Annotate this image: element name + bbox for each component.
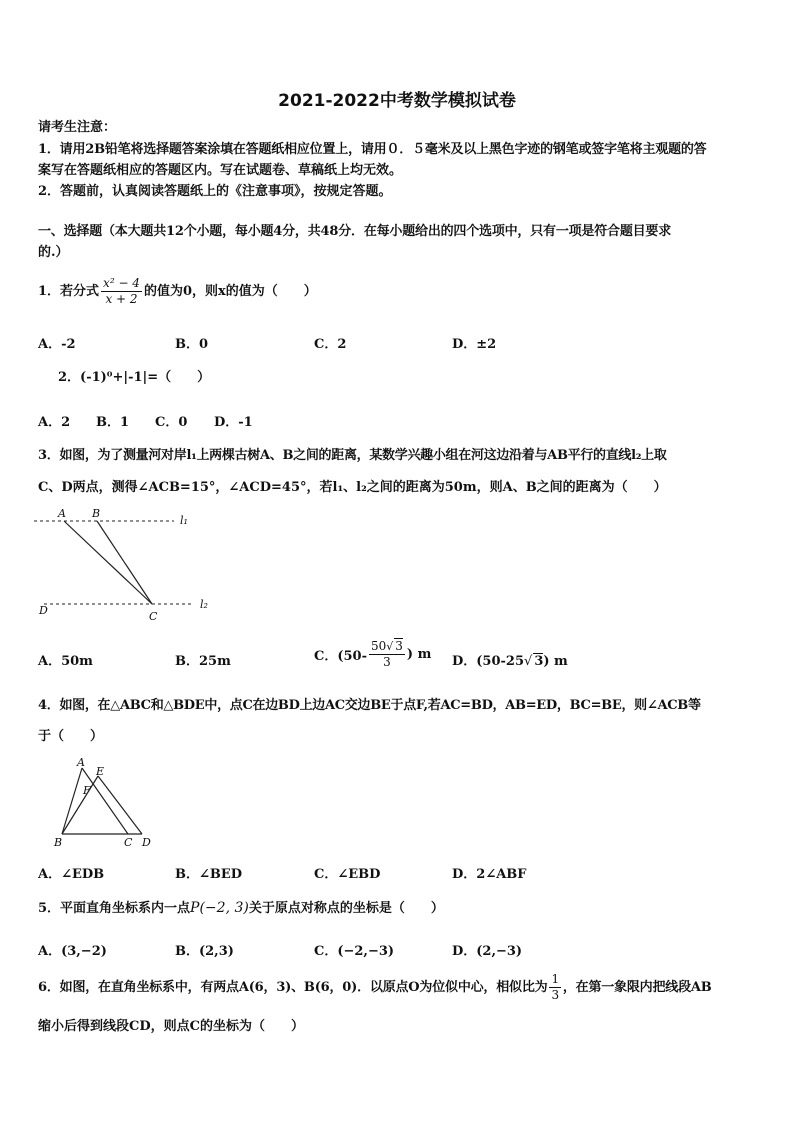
question-5-stem [38, 898, 444, 919]
q6-ratio-numerator: 1 [551, 972, 559, 986]
notice-line-1: 1．请用2B铅笔将选择题答案涂填在答题纸相应位置上，请用０．５毫米及以上黑色字迹的钢笔或签字笔将主观题的答 [38, 142, 707, 157]
label-c: C [124, 836, 133, 849]
q4-option-a[interactable]: A．∠EDB [38, 867, 105, 882]
question-3-line-2: C、D两点，测得∠ACB=15°，∠ACD=45°，若l₁、l₂之间的距离为50m，则A、B之间的距离为（ ） [38, 480, 667, 495]
q3-option-b[interactable]: B．25m [175, 654, 231, 669]
q1-fraction [101, 276, 142, 307]
q5-option-d[interactable]: D．(2,−3) [452, 944, 523, 959]
q1-option-a[interactable]: A．-2 [38, 337, 76, 352]
q3-figure [34, 504, 224, 626]
q3-option-d-radicand: 3 [534, 654, 544, 669]
q2-option-c[interactable]: C．0 [155, 415, 188, 430]
label-f: F [83, 784, 91, 797]
q5-prefix: 5．平面直角坐标系内一点 [38, 901, 191, 916]
q5-option-a[interactable]: A．(3,−2) [38, 944, 107, 959]
q4-option-d[interactable]: D．2∠ABF [452, 867, 527, 882]
q3-c-num-value: 50 [370, 639, 387, 653]
q1-option-b[interactable]: B．0 [175, 337, 209, 352]
q3-option-c-prefix: C．(50- [314, 648, 367, 664]
label-c: C [149, 610, 158, 623]
q5-option-c[interactable]: C．(−2,−3) [314, 944, 395, 959]
q3-option-d-suffix: ) m [543, 654, 568, 669]
q1-prefix: 1．若分式 [38, 283, 100, 299]
q6-line-1-prefix: 6．如图，在直角坐标系中，有两点A(6，3)、B(6，0)．以原点O为位似中心，相似比为 [38, 979, 548, 995]
label-l2: l₂ [200, 598, 208, 611]
q3-option-d-prefix: D．(50-25 [452, 654, 525, 669]
q3-option-c[interactable] [314, 638, 431, 670]
q5-option-b[interactable]: B．(2,3) [175, 944, 234, 959]
q1-option-d[interactable]: D．±2 [452, 337, 497, 352]
notice-heading: 请考生注意： [38, 120, 117, 135]
q3-option-c-numerator [369, 638, 405, 655]
question-2-stem: 2．(-1)⁰+|-1|=（ ） [58, 370, 211, 385]
q4-figure [48, 756, 158, 852]
q6-line-1-suffix: ，在第一象限内把线段AB [562, 979, 712, 995]
sqrt-sign: √ [386, 640, 394, 653]
label-d: D [142, 836, 151, 849]
label-l1: l₁ [180, 514, 188, 527]
q5-point: P(−2, 3) [190, 900, 249, 916]
section-heading-line-2: 的.） [38, 245, 69, 260]
question-3-line-1: 3．如图，为了测量河对岸l₁上两棵古树A、B之间的距离，某数学兴趣小组在河这边沿着与AB平行的直线l₂上取 [38, 448, 667, 463]
segment-ba [62, 768, 82, 834]
notice-line-3: 2．答题前，认真阅读答题纸上的《注意事项》，按规定答题。 [38, 184, 392, 199]
question-4-line-1: 4．如图，在△ABC和△BDE中，点C在边BD上边AC交边BE于点F,若AC=BD，AB=ED，BC=BE，则∠ACB等 [38, 698, 701, 713]
q3-option-a[interactable]: A．50m [38, 654, 93, 669]
segment-ac [64, 521, 152, 604]
label-a: A [58, 507, 66, 520]
question-6-line-1 [38, 972, 712, 1003]
question-4-line-2: 于（ ） [38, 729, 104, 744]
q6-ratio-denominator: 3 [551, 988, 559, 1002]
label-e: E [96, 765, 105, 778]
label-a: A [77, 756, 85, 769]
segment-be [62, 776, 98, 834]
q2-option-a[interactable]: A．2 [38, 415, 71, 430]
q6-ratio-fraction [549, 972, 560, 1003]
segment-ed [98, 776, 142, 834]
q4-option-b[interactable]: B．∠BED [175, 867, 243, 882]
segment-ac [82, 768, 128, 834]
label-d: D [39, 604, 48, 617]
q1-option-c[interactable]: C．2 [314, 337, 347, 352]
q1-denominator: x + 2 [105, 292, 138, 306]
q2-option-b[interactable]: B．1 [96, 415, 130, 430]
section-heading-line-1: 一、选择题（本大题共12个小题，每小题4分，共48分．在每小题给出的四个选项中，只有一项是符合题目要求 [38, 224, 672, 239]
q1-numerator: x² − 4 [103, 276, 140, 290]
page-title: 2021-2022中考数学模拟试卷 [278, 91, 516, 111]
q1-suffix: 的值为0，则x的值为（ ） [143, 283, 317, 299]
sqrt-sign: √ [524, 654, 533, 669]
notice-line-2: 案写在答题纸相应的答题区内。写在试题卷、草稿纸上均无效。 [38, 163, 403, 178]
label-b: B [54, 836, 63, 849]
question-1-stem [38, 276, 317, 307]
q3-option-c-denominator: 3 [383, 655, 391, 669]
q4-option-c[interactable]: C．∠EBD [314, 867, 381, 882]
q3-option-d[interactable] [452, 650, 568, 669]
label-b: B [92, 507, 101, 520]
q3-option-c-suffix: ) m [406, 646, 432, 662]
q3-c-radicand: 3 [395, 639, 403, 653]
segment-bc [97, 521, 152, 604]
q5-suffix: 关于原点对称点的坐标是（ ） [248, 901, 444, 916]
q3-option-c-fraction [369, 638, 405, 670]
q2-option-d[interactable]: D．-1 [214, 415, 253, 430]
question-6-line-2: 缩小后得到线段CD，则点C的坐标为（ ） [38, 1019, 304, 1034]
